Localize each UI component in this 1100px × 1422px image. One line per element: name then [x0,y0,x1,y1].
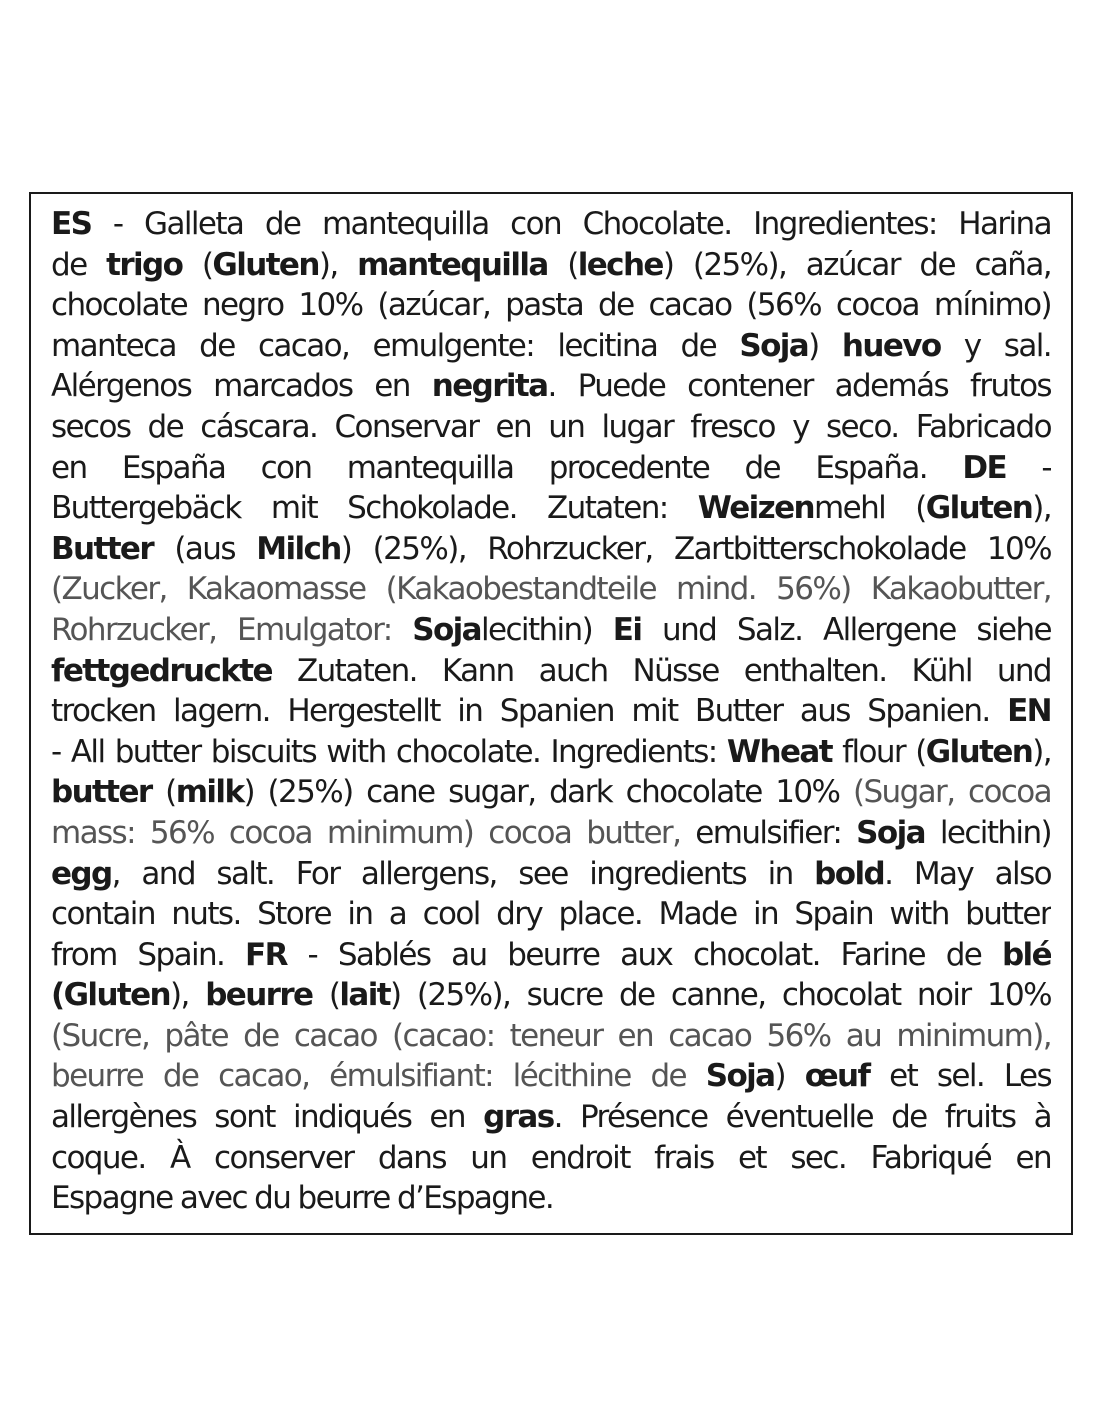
label-text-segment: Espagne avec du beurre d’Espagne. [51,1180,554,1217]
label-text-segment: ) (25%), azúcar de caña, [662,246,1051,283]
allergen-highlight: Gluten [63,977,171,1014]
label-line [51,1097,1051,1138]
label-line [51,326,1051,367]
allergen-highlight: Gluten [925,733,1033,770]
label-text-segment: ) (25%) cane sugar, dark chocolate 10% [243,774,853,811]
label-line [51,1016,1051,1057]
label-line [51,813,1051,854]
label-text-segment: secos de cáscara. Conservar en un lugar fresco y seco. Fabricado [51,408,1051,445]
allergen-highlight: Soja [739,327,809,364]
allergen-highlight: mantequilla [357,246,548,283]
label-line [51,448,1051,489]
label-text-segment: emulsifier: [695,814,857,851]
label-line [51,285,1051,326]
allergen-highlight: negrita [431,368,548,405]
allergen-highlight: œuf [804,1058,870,1095]
label-text-segment: Zutaten. Kann auch Nüsse enthalten. Kühl und [271,652,1051,689]
label-text-segment: Alérgenos marcados en [51,368,432,405]
label-text-segment: ) [808,327,842,364]
label-line [51,854,1051,895]
allergen-highlight: huevo [841,327,941,364]
allergen-highlight: gras [483,1099,554,1136]
allergen-highlight: DE [962,449,1007,486]
label-text-segment: Rohrzucker, Emulgator: [51,611,413,648]
allergen-highlight: Butter [51,530,154,567]
label-line [51,732,1051,773]
label-text-segment: und Salz. Allergene siehe [641,611,1051,648]
allergen-highlight: egg [51,855,112,892]
label-text-segment: ( [151,774,176,811]
label-line [51,407,1051,448]
label-text-segment: chocolate negro 10% (azúcar, pasta de cacao (56% cocoa mínimo) [51,287,1051,324]
label-text-segment: contain nuts. Store in a cool dry place. Made in Spain with butter [51,896,1051,933]
allergen-highlight: leche [577,246,663,283]
label-text-segment: . Puede contener además frutos [547,368,1051,405]
allergen-highlight: Soja [412,611,481,648]
label-text-segment: et sel. Les [869,1058,1051,1095]
label-text-segment: , and salt. For allergens, see ingredients in [111,855,815,892]
label-text-segment: ) (25%), sucre de canne, chocolat noir 10% [389,977,1051,1014]
allergen-highlight: milk [175,774,244,811]
label-line [51,975,1051,1016]
label-line [51,204,1051,245]
allergen-highlight: Gluten [925,490,1033,527]
label-text-segment: (Sugar, cocoa [852,774,1051,811]
allergen-highlight: butter [51,774,152,811]
label-text-segment: . Présence éventuelle de fruits à [553,1099,1051,1136]
label-text-segment: - [1006,449,1051,486]
allergen-highlight: Soja [856,814,925,851]
label-text-segment: ( [547,246,578,283]
allergen-highlight: fettgedruckte [51,652,272,689]
label-text-segment: lecithin) [481,611,613,648]
ingredients-label [29,192,1073,1235]
label-text-segment: coque. À conserver dans un endroit frais et sec. Fabriqué en [51,1139,1051,1176]
allergen-highlight: EN [1007,693,1051,730]
label-text-segment: ) [774,1058,805,1095]
label-line [51,894,1051,935]
label-text-segment: allergènes sont indiqués en [51,1099,484,1136]
label-text-segment: (aus [153,530,257,567]
label-text-segment: lecithin) [924,814,1051,851]
allergen-highlight: Wheat [726,733,832,770]
label-line [51,651,1051,692]
allergen-highlight: beurre [205,977,313,1014]
label-text-segment: ( [312,977,340,1014]
label-text-segment: - Sablés au beurre aux chocolat. Farine de [286,936,1002,973]
label-line [51,691,1051,732]
allergen-highlight: Weizen [697,490,815,527]
label-line [51,1056,1051,1097]
label-text-segment: Buttergebäck mit Schokolade. Zutaten: [51,490,698,527]
allergen-highlight: ES [51,206,92,242]
label-text-segment: - All butter biscuits with chocolate. Ingredients: [51,733,727,770]
label-line [51,529,1051,570]
label-line [51,488,1051,529]
allergen-highlight: FR [245,936,287,973]
label-text-segment: ), [318,246,358,283]
label-text-segment: ( [182,246,213,283]
label-text-segment: ) (25%), Rohrzucker, Zartbitterschokolade 10% [340,530,1051,567]
label-text-segment: y sal. [940,327,1051,364]
label-text-segment: beurre de cacao, émulsifiant: lécithine de [51,1058,706,1095]
label-text-segment: flour ( [831,733,926,770]
allergen-highlight: Ei [612,611,642,648]
label-line [51,935,1051,976]
label-text-segment: mehl ( [814,490,926,527]
label-text-segment: ), [1032,733,1051,770]
label-text-segment: - Galleta de mantequilla con Chocolate. Ingredientes: Harina [91,206,1051,242]
allergen-highlight: trigo [106,246,183,283]
label-text-segment: en España con mantequilla procedente de España. [51,449,963,486]
label-text-segment: (Sucre, pâte de cacao (cacao: teneur en cacao 56% au minimum), [51,1017,1051,1054]
label-text-segment: mass: 56% cocoa minimum) cocoa butter, [51,814,696,851]
ingredients-text [51,204,1051,1219]
allergen-highlight: lait [339,977,390,1014]
label-text-segment: de [51,246,107,283]
label-text-segment: from Spain. [51,936,245,973]
label-text-segment: trocken lagern. Hergestellt in Spanien mit Butter aus Spanien. [51,693,1008,730]
label-line [51,610,1051,651]
allergen-highlight: Gluten [212,246,319,283]
label-text-segment: ), [1032,490,1051,527]
label-text-segment: manteca de cacao, emulgente: lecitina de [51,327,740,364]
label-line [51,1178,1051,1219]
label-line [51,245,1051,286]
label-text-segment: . May also [884,855,1051,892]
allergen-highlight: Soja [705,1058,775,1095]
label-line [51,1138,1051,1179]
allergen-highlight: blé [1001,936,1051,973]
allergen-highlight: Milch [256,530,341,567]
label-line [51,569,1051,610]
allergen-highlight: bold [814,855,885,892]
label-text-segment: ), [170,977,206,1014]
label-text-segment: (Zucker, Kakaomasse (Kakaobestandteile mind. 56%) Kakaobutter, [51,571,1051,608]
label-line [51,772,1051,813]
label-line [51,366,1051,407]
allergen-highlight: ( [51,977,64,1014]
